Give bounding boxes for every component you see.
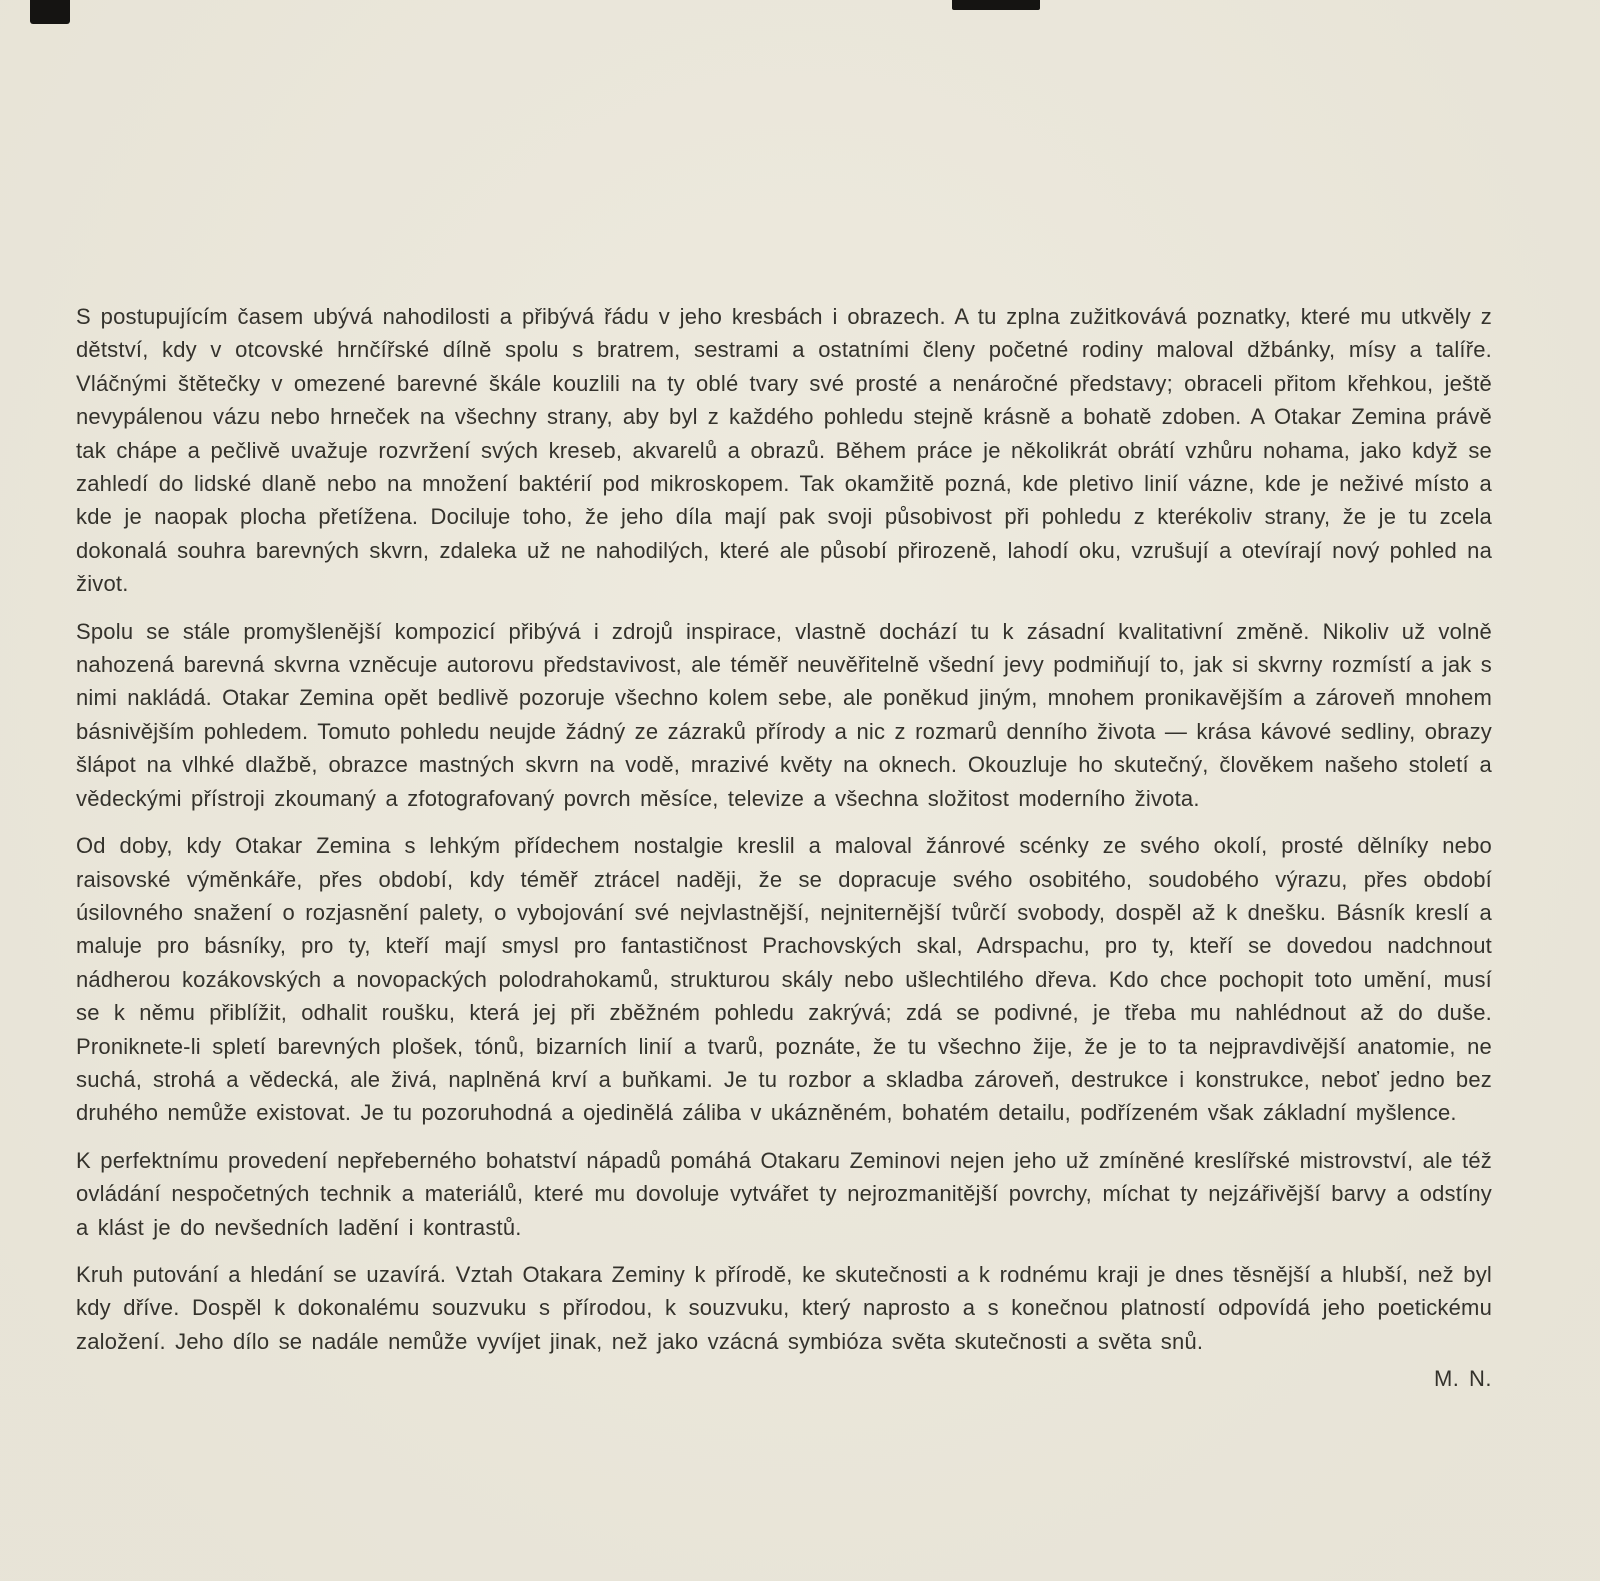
paragraph: Kruh putování a hledání se uzavírá. Vztah Otakara Zeminy k přírodě, ke skutečnosti a k rodnému kraji je dnes těsnější a hlubší, než byl kdy dříve. Dospěl k dokonalému souzvuku s přírodou, k souzvuku, který naprosto a s konečnou platností odpovídá jeho poetickému založení. Jeho dílo se nadále nemůže vyvíjet jinak, než jako vzácná symbióza světa skutečnosti a světa snů. — [76, 1261, 1492, 1354]
scan-artifact-top-center — [952, 0, 1040, 10]
author-signature: M. N. — [1433, 1366, 1492, 1392]
paragraph: K perfektnímu provedení nepřeberného bohatství nápadů pomáhá Otakaru Zeminovi nejen jeho už zmíněné kreslířské mistrovství, ale též ovládání nespočetných technik a materiálů, které mu dovoluje vytvářet ty nejrozmanitější povrchy, míchat ty nejzářivější barvy a odstíny a klást je do nevšedních ladění i kontrastů. — [76, 1147, 1492, 1240]
text-block — [76, 300, 1492, 1396]
paragraph: Od doby, kdy Otakar Zemina s lehkým přídechem nostalgie kreslil a maloval žánrové scénky ze svého okolí, prosté dělníky nebo raisovské výměnkáře, přes období, kdy téměř ztrácel naději, že se dopracuje svého osobitého, soudobého výrazu, přes období úsilovného snažení o rozjasnění palety, o vybojování své nejvlastnější, nejniternější tvůrčí svobody, dospěl až k dnešku. Básník kreslí a maluje pro básníky, pro ty, kteří mají smysl pro fantastičnost Prachovských skal, Adrspachu, pro ty, kteří se dovedou nadchnout nádherou kozákovských a novopackých polodrahokamů, strukturou skály nebo ušlechtilého dřeva. Kdo chce pochopit toto umění, musí se k němu přiblížit, odhalit roušku, která jej při zběžném pohledu zakrývá; zdá se podivné, je třeba mu nahlédnout až do duše. Proniknete-li spletí barevných plošek, tónů, bizarních linií a tvarů, poznáte, že tu všechno žije, že je to ta nejpravdivější anatomie, ne suchá, strohá a vědecká, ale živá, naplněná krví a buňkami. Je tu rozbor a skladba zároveň, destrukce i konstrukce, neboť jedno bez druhého nemůže existovat. Je tu pozoruhodná a ojedinělá záliba v ukázněném, bohatém detailu, podřízeném však základní myšlence. — [76, 833, 1492, 1126]
scan-artifact-top-left — [30, 0, 70, 24]
paragraph: S postupujícím časem ubývá nahodilosti a přibývá řádu v jeho kresbách i obrazech. A tu zplna zužitkovává poznatky, které mu utkvěly z dětství, kdy v otcovské hrnčířské dílně spolu s bratrem, sestrami a ostatními členy početné rodiny maloval džbánky, mísy a talíře. Vláčnými štětečky v omezené barevné škále kouzlili na ty oblé tvary své prosté a nenáročné představy; obraceli přitom křehkou, ještě nevypálenou vázu nebo hrneček na všechny strany, aby byl z každého pohledu stejně krásně a bohatě zdoben. A Otakar Zemina právě tak chápe a pečlivě uvažuje rozvržení svých kreseb, akvarelů a obrazů. Během práce je několikrát obrátí vzhůru nohama, jako když se zahledí do lidské dlaně nebo na množení baktérií pod mikroskopem. Tak okamžitě pozná, kde pletivo linií vázne, kde je neživé místo a kde je naopak plocha přetížena. Dociluje toho, že jeho díla mají pak svoji působivost při pohledu z kterékoliv strany, že je tu zcela dokonalá souhra barevných skvrn, zdaleka už ne nahodilých, které ale působí přirozeně, lahodí oku, vzrušují a otevírají nový pohled na život. — [76, 304, 1492, 597]
paragraph: Spolu se stále promyšlenější kompozicí přibývá i zdrojů inspirace, vlastně dochází tu k zásadní kvalitativní změně. Nikoliv už volně nahozená barevná skvrna vzněcuje autorovu představivost, ale téměř neuvěřitelně všední jevy podmiňují to, jak si skvrny rozmístí a jak s nimi nakládá. Otakar Zemina opět bedlivě pozoruje všechno kolem sebe, ale poněkud jiným, mnohem pronikavějším a zároveň mnohem básnivějším pohledem. Tomuto pohledu neujde žádný ze zázraků přírody a nic z rozmarů denního života — krása kávové sedliny, obrazy šlápot na vlhké dlažbě, obrazce mastných skvrn na vodě, mrazivé květy na oknech. Okouzluje ho skutečný, člověkem našeho století a vědeckými přístroji zkoumaný a zfotografovaný povrch měsíce, televize a všechna složitost moderního života. — [76, 618, 1492, 811]
